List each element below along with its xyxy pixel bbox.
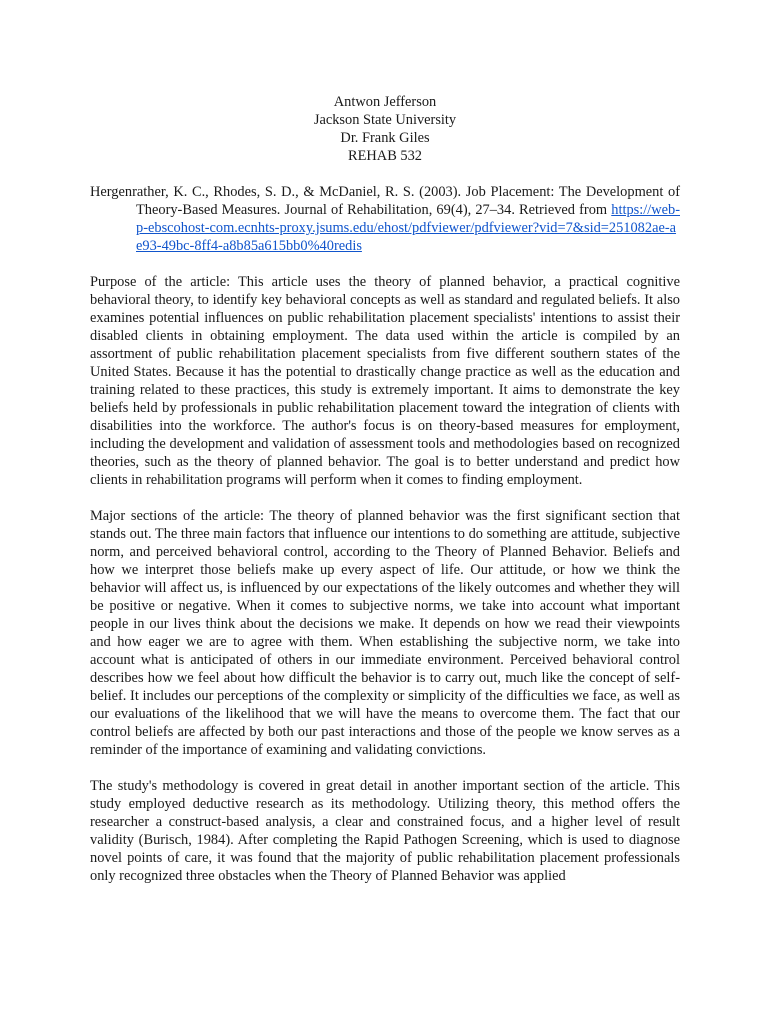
header-block	[90, 93, 680, 165]
citation	[90, 183, 680, 255]
author-name: Antwon Jefferson	[333, 94, 437, 110]
document-page	[90, 93, 680, 903]
university-name: Jackson State University	[313, 112, 457, 128]
purpose-paragraph: Purpose of the article: This article uses the theory of planned behavior, a practical cognitive behavioral theory, to identify key behavioral concepts as well as standard and regulated beliefs. It also examines potential influences on public rehabilitation placement specialists' intentions to assist their disabled clients in obtaining employment. The data used within the article is compiled by an assortment of public rehabilitation placement specialists from five different southern states of the United States. Because it has the potential to drastically change practice as well as the education and training related to these practices, this study is extremely important. It aims to demonstrate the key beliefs held by professionals in public rehabilitation placement toward the integration of clients with disabilities into the workforce. The author's focus is on theory-based measures for employment, including the development and validation of assessment tools and methodologies based on recognized theories, such as the theory of planned behavior. The goal is to better understand and predict how clients in rehabilitation programs will perform when it comes to finding employment.	[90, 274, 680, 488]
course-code: REHAB 532	[348, 148, 422, 164]
instructor-name: Dr. Frank Giles	[340, 130, 430, 146]
citation-text: Hergenrather, K. C., Rhodes, S. D., & McDaniel, R. S. (2003). Job Placement: The Development of Theory-Based Measures. Journal of Rehabilitation, 69(4), 27–34. Retrieved from	[90, 184, 680, 218]
major-sections-paragraph: Major sections of the article: The theory of planned behavior was the first significant section that stands out. The three main factors that influence our intentions to do something are attitude, subjective norm, and perceived behavioral control, according to the Theory of Planned Behavior. Beliefs and how we interpret those beliefs make up every aspect of life. Our attitude, or how we think the behavior will affect us, is influenced by our expectations of the likely outcomes and whether they will be positive or negative. When it comes to subjective norms, we take into account what important people in our lives think about the decisions we make. It depends on how we read their viewpoints and how eager we are to agree with them. When establishing the subjective norm, we take into account what is anticipated of others in our immediate environment. Perceived behavioral control describes how we feel about how difficult the behavior is to carry out, much like the concept of self-belief. It includes our perceptions of the complexity or simplicity of the difficulties we face, as well as our evaluations of the likelihood that we will have the means to overcome them. The fact that our control beliefs are affected by both our past interactions and those of the people we know serves as a reminder of the importance of examining and validating convictions.	[90, 508, 680, 758]
methodology-paragraph: The study's methodology is covered in great detail in another important section of the article. This study employed deductive research as its methodology. Utilizing theory, this method offers the researcher a construct-based analysis, a clear and constrained focus, and a higher level of result validity (Burisch, 1984). After completing the Rapid Pathogen Screening, which is used to diagnose novel points of care, it was found that the majority of public rehabilitation placement professionals only recognized three obstacles when the Theory of Planned Behavior was applied	[90, 778, 680, 884]
citation-link[interactable]: https://web-p-ebscohost-com.ecnhts-proxy.jsums.edu/ehost/pdfviewer/pdfviewer?vid=7&sid=251082ae-ae93-49bc-8ff4-a8b85a615bb0%40redis	[136, 202, 680, 254]
